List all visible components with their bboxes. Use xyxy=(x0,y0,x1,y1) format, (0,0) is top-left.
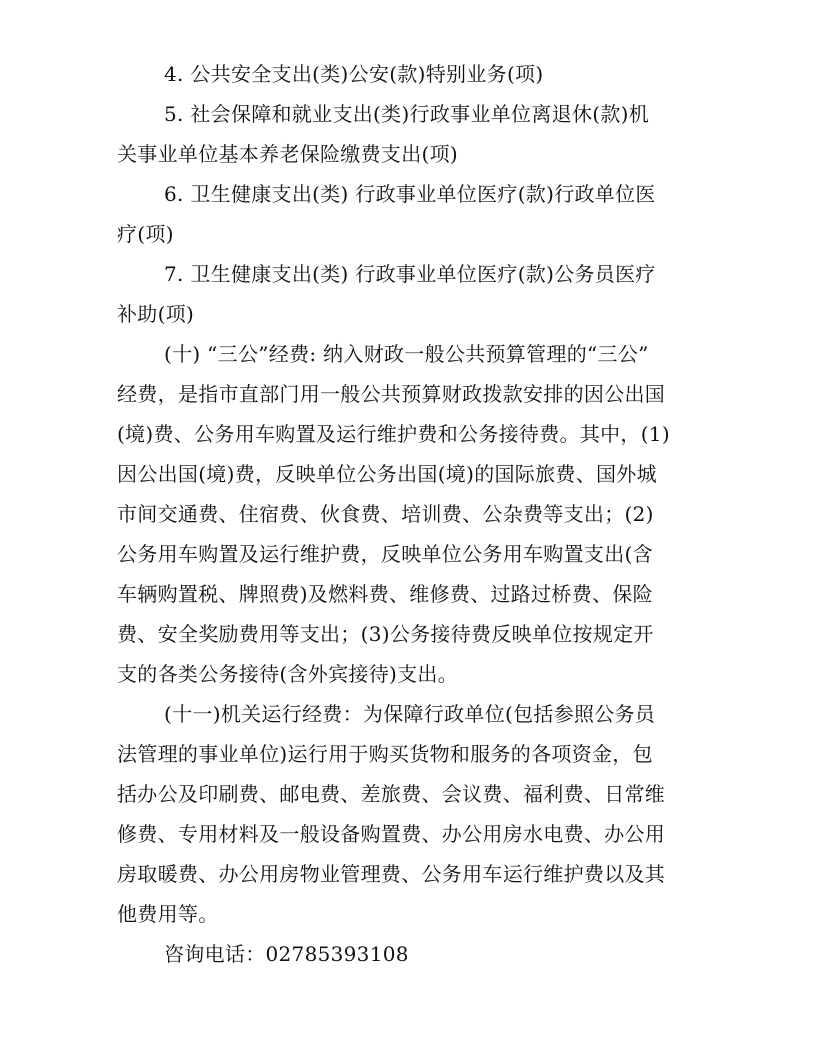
section-10-line-9: 支的各类公务接待(含外宾接待)支出。 xyxy=(117,662,459,686)
section-10-line-3: (境)费、公务用车购置及运行维护费和公务接待费。其中，(1) xyxy=(117,422,670,446)
section-10-line-2: 经费，是指市直部门用一般公共预算财政拨款安排的因公出国 xyxy=(117,382,666,406)
contact-phone: 咨询电话：02785393108 xyxy=(164,942,409,966)
item-5-line-2: 关事业单位基本养老保险缴费支出(项) xyxy=(117,142,459,166)
item-7-line-1: 7. 卫生健康支出(类) 行政事业单位医疗(款)公务员医疗 xyxy=(164,262,656,286)
section-10-line-5: 市间交通费、住宿费、伙食费、培训费、公杂费等支出；(2) xyxy=(117,502,654,526)
section-11-line-4: 修费、专用材料及一般设备购置费、办公用房水电费、办公用 xyxy=(117,822,666,846)
section-10-line-7: 车辆购置税、牌照费)及燃料费、维修费、过路过桥费、保险 xyxy=(117,582,653,606)
section-11-line-2: 法管理的事业单位)运行用于购买货物和服务的各项资金，包 xyxy=(117,742,653,766)
section-10-line-4: 因公出国(境)费，反映单位公务出国(境)的国际旅费、国外城 xyxy=(117,462,657,486)
section-11-line-3: 括办公及印刷费、邮电费、差旅费、会议费、福利费、日常维 xyxy=(117,782,666,806)
section-10-line-8: 费、安全奖励费用等支出；(3)公务接待费反映单位按规定开 xyxy=(117,622,654,646)
section-10-line-6: 公务用车购置及运行维护费，反映单位公务用车购置支出(含 xyxy=(117,542,653,566)
item-4-line: 4. 公共安全支出(类)公安(款)特别业务(项) xyxy=(164,62,544,86)
item-5-line-1: 5. 社会保障和就业支出(类)行政事业单位离退休(款)机 xyxy=(164,102,650,126)
item-7-line-2: 补助(项) xyxy=(117,302,195,326)
item-6-line-2: 疗(项) xyxy=(117,222,174,246)
section-11-line-6: 他费用等。 xyxy=(117,902,219,926)
section-11-line-1: (十一)机关运行经费：为保障行政单位(包括参照公务员 xyxy=(164,702,656,726)
section-11-line-5: 房取暖费、办公用房物业管理费、公务用车运行维护费以及其 xyxy=(117,862,666,886)
section-10-line-1: (十) “三公”经费: 纳入财政一般公共预算管理的“三公” xyxy=(164,342,649,366)
item-6-line-1: 6. 卫生健康支出(类) 行政事业单位医疗(款)行政单位医 xyxy=(164,182,656,206)
